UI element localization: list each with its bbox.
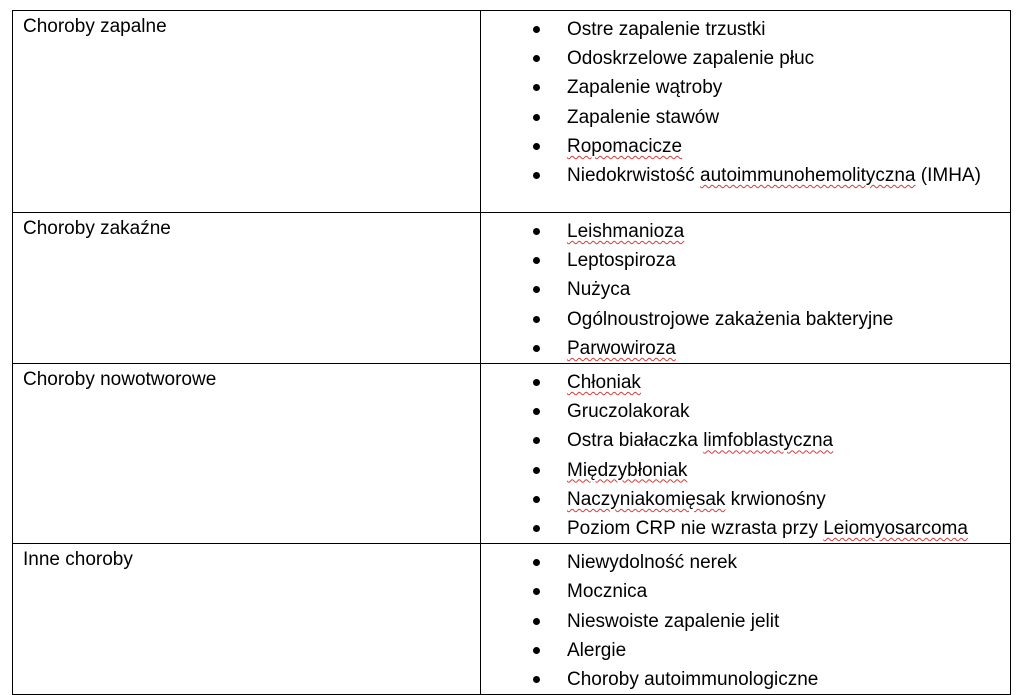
list-item [481, 456, 1004, 485]
table-row [13, 213, 1011, 364]
table-row [13, 364, 1011, 544]
category-label: Choroby nowotworowe [23, 369, 217, 391]
list-item: Gruczolakorak [481, 397, 1004, 426]
misspelled-word: Międzybłoniak [567, 459, 688, 481]
items-cell [481, 544, 1011, 695]
list-item: Ostre zapalenie trzustki [481, 15, 1004, 44]
items-cell [481, 364, 1011, 544]
list-item [481, 334, 1004, 363]
category-cell [13, 11, 481, 213]
items-cell [481, 213, 1011, 364]
list-item: Nużyca [481, 275, 1004, 304]
list-item: Zapalenie wątroby [481, 73, 1004, 102]
category-cell [13, 213, 481, 364]
list-item: Mocznica [481, 577, 1004, 606]
list-item: Leptospiroza [481, 246, 1004, 275]
list-item: Poziom CRP nie wzrasta przy Leiomyosarcoma [481, 514, 1004, 543]
misspelled-word: autoimmunohemolityczna [700, 165, 916, 187]
misspelled-word: Naczyniakomięsak [567, 488, 726, 510]
list-item: Niewydolność nerek [481, 548, 1004, 577]
list-item: Choroby autoimmunologiczne [481, 665, 1004, 694]
misspelled-word: Leiomyosarcoma [823, 518, 968, 540]
misspelled-word: Ropomacicze [567, 135, 683, 157]
list-item: Ostra białaczka limfoblastyczna [481, 426, 1004, 455]
list-item: Zapalenie stawów [481, 103, 1004, 132]
list-item: Naczyniakomięsak krwionośny [481, 485, 1004, 514]
misspelled-word: Leishmanioza [567, 221, 685, 242]
misspelled-word: Parwowiroza [567, 337, 676, 359]
list-item [481, 368, 1004, 397]
category-label: Inne choroby [23, 549, 133, 571]
category-cell [13, 544, 481, 695]
bullet-list [481, 548, 1004, 694]
bullet-list [481, 368, 1004, 543]
bullet-list [481, 217, 1004, 363]
items-cell [481, 11, 1011, 213]
disease-table [12, 10, 1011, 695]
misspelled-word: Chłoniak [567, 372, 641, 394]
bullet-list [481, 15, 1004, 190]
list-item [481, 217, 1004, 246]
list-item: Alergie [481, 636, 1004, 665]
category-label: Choroby zapalne [23, 16, 167, 37]
category-cell [13, 364, 481, 544]
table-row [13, 11, 1011, 213]
category-label: Choroby zakaźne [23, 218, 171, 239]
misspelled-word: limfoblastyczna [703, 430, 834, 452]
list-item: Ogólnoustrojowe zakażenia bakteryjne [481, 305, 1004, 334]
list-item: Niedokrwistość autoimmunohemolityczna (IMHA) [481, 161, 1004, 190]
list-item: Nieswoiste zapalenie jelit [481, 607, 1004, 636]
list-item [481, 132, 1004, 161]
list-item: Odoskrzelowe zapalenie płuc [481, 44, 1004, 73]
table-row [13, 544, 1011, 695]
